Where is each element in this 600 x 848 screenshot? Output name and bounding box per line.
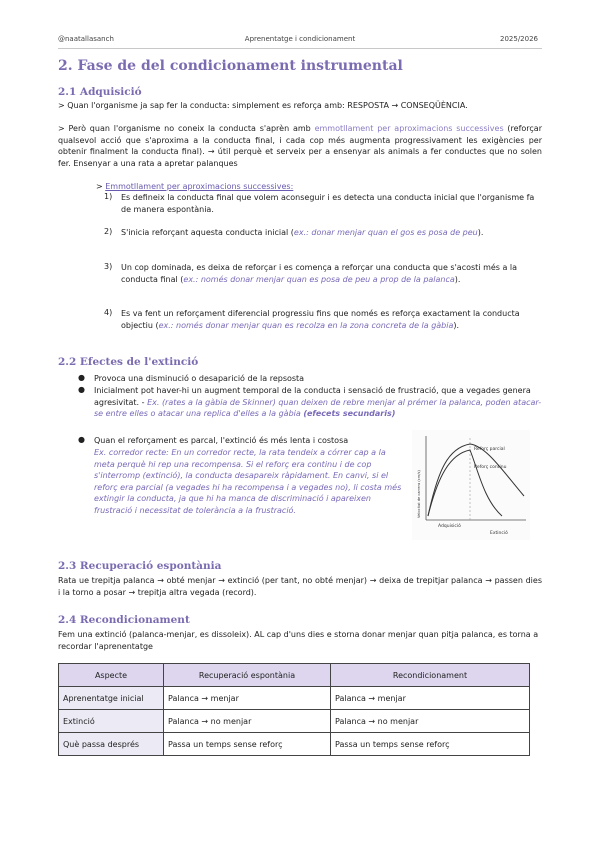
step-number: 3) bbox=[104, 262, 113, 271]
bullet-2 bbox=[94, 385, 542, 420]
step-1-body: Es defineix la conducta final que volem aconseguir i es detecta una conducta inicial que l'organisme fa de manera espontània. bbox=[121, 193, 535, 214]
bullet-3-example: Ex. corredor recte: En un corredor recte, la rata tendeix a córrer cap a la meta perquè hi rep una recompensa. Si el reforç era continu i de cop s'interromp (extinció), la conducta desapareix ràpidament. En canvi, si el reforç era parcial (a vegades hi ha recompensa i a vegades no), li costa més extingir la conducta, ja que hi ha manca de discriminació i apareixen frustració i necessitat de tolerància a la frustració. bbox=[94, 448, 402, 515]
header-title: Aprenentatge i condicionament bbox=[244, 35, 356, 43]
heading-recondicionament: 2.4 Recondicionament bbox=[58, 614, 190, 626]
graph-xlabel-left: Adquisició bbox=[438, 524, 461, 529]
table-cell: Aprenentatge inicial bbox=[59, 687, 164, 710]
table-cell: Passa un temps sense reforç bbox=[164, 733, 331, 756]
heading-recuperacio: 2.3 Recuperació espontània bbox=[58, 560, 222, 572]
bullet-2-example: Ex. (rates a la gàbia de Skinner) quan deixen de rebre menjar al prémer la palanca, poden atacar-se entre elles o atacar una replica d'elles a la gàbia bbox=[94, 397, 542, 418]
paragraph-adquisicio-2 bbox=[58, 123, 542, 169]
sub-title: Emmotllament per aproximacions successives: bbox=[105, 182, 294, 191]
header-year: 2025/2026 bbox=[500, 35, 538, 43]
graph-xlabel-right: Extinció bbox=[490, 531, 508, 536]
step-number: 4) bbox=[104, 308, 113, 317]
bullet-1: Provoca una disminució o desaparició de la repsosta bbox=[94, 374, 305, 383]
bullet-2-text: Inicialment pot haver-hi un augment temporal de la conducta i sensació de frustració, que a vegades genera agresivitat. - bbox=[94, 386, 531, 407]
step-4-body: Es va fent un reforçament diferencial progressiu fins que només es reforça exactament la conducta objectiu ( bbox=[121, 309, 520, 330]
extinction-graph bbox=[412, 430, 530, 540]
step-3-example: ex.: només donar menjar quan es posa de peu a prop de la palanca bbox=[183, 274, 455, 284]
paragraph-recondicionament: Fem una extinció (palanca-menjar, es dissoleix). AL cap d'uns dies e storna donar menjar quan pitja palanca, es torna a recordar l'aprenentatge bbox=[58, 630, 539, 651]
graph-label-continu: Reforç continu bbox=[474, 465, 507, 470]
step-4-end: ). bbox=[453, 320, 460, 330]
bullet-3: Quan el reforçament es parcal, l'extinció és més lenta i costosa bbox=[94, 436, 349, 445]
comparison-table bbox=[58, 663, 530, 756]
step-number: 1) bbox=[104, 192, 113, 201]
bullet-dot: ● bbox=[78, 385, 85, 394]
step-2-end: ). bbox=[477, 228, 484, 237]
table-cell: Palanca → no menjar bbox=[331, 710, 530, 733]
paragraph-recuperacio: Rata ue trepitja palanca → obté menjar → extinció (per tant, no obté menjar) → deixa de trepitjar palanca → passen dies i la torno a posar → trepitja altra vegada (record). bbox=[58, 576, 542, 597]
step-3-end: ). bbox=[454, 274, 461, 284]
table-header: Recuperació espontània bbox=[164, 664, 331, 687]
heading-efectes-extincio: 2.2 Efectes de l'extinció bbox=[58, 356, 199, 368]
table-header: Aspecte bbox=[59, 664, 164, 687]
step-4-text bbox=[121, 308, 542, 331]
paragraph-adquisicio-1: > Quan l'organisme ja sap fer la conducta: simplement es reforça amb: RESPOSTA → CONSEQÜÈNCIA. bbox=[58, 101, 468, 110]
table-row bbox=[59, 710, 530, 733]
table-cell: Palanca → no menjar bbox=[164, 710, 331, 733]
heading-adquisicio: 2.1 Adquisició bbox=[58, 86, 142, 98]
table-cell: Què passa després bbox=[59, 733, 164, 756]
table-header: Recondicionament bbox=[331, 664, 530, 687]
table-cell: Palanca → menjar bbox=[164, 687, 331, 710]
bullet-2-bold: (efecets secundaris) bbox=[303, 409, 396, 418]
table-header-row bbox=[59, 664, 530, 687]
table-cell: Passa un temps sense reforç bbox=[331, 733, 530, 756]
step-3-body: Un cop dominada, es deixa de reforçar i es comença a reforçar una conducta que s'acosti més a la conducta final ( bbox=[121, 263, 518, 284]
section-title: 2. Fase de del condicionament instrumental bbox=[58, 58, 403, 74]
graph-label-parcial: Reforç parcial bbox=[474, 447, 505, 452]
table-cell: Palanca → menjar bbox=[331, 687, 530, 710]
step-2-body: S'inicia reforçant aquesta conducta inicial ( bbox=[121, 228, 294, 237]
bullet-dot: ● bbox=[78, 435, 85, 444]
emmotllament-term: emmotllament per aproximacions successives bbox=[314, 124, 504, 133]
graph-ylabel: Velocitat de carrera (cm/s) bbox=[417, 470, 421, 518]
bullet-dot: ● bbox=[78, 373, 85, 382]
header-divider bbox=[58, 48, 542, 49]
step-2-example: ex.: donar menjar quan el gos es posa de peu bbox=[293, 228, 478, 237]
p2-text-b: (reforçar qualsevol acció que s'aproxima a la conducta final, i cada cop més augmenta progressivament les exigències per obtenir finalment la conducta final). → útil perquè et serveix per a ensenyar als animals a fer conductes que no solen fer. Ensenyar a una rata a apretar palanques bbox=[58, 124, 542, 168]
step-3-text bbox=[121, 262, 542, 285]
step-2-text bbox=[121, 227, 542, 239]
header-author: @naatallasanch bbox=[58, 35, 114, 43]
graph-background bbox=[412, 430, 530, 540]
table-row bbox=[59, 687, 530, 710]
sub-prefix: > bbox=[96, 182, 106, 191]
table-cell: Extinció bbox=[59, 710, 164, 733]
step-1-text bbox=[121, 192, 542, 215]
step-number: 2) bbox=[104, 227, 113, 236]
table-row bbox=[59, 733, 530, 756]
p2-text-a: > Però quan l'organisme no coneix la conducta s'aprèn amb bbox=[58, 124, 315, 133]
step-4-example: ex.: només donar menjar quan es recolza en la zona concreta de la gàbia bbox=[158, 320, 454, 330]
subheading-emmotllament bbox=[96, 181, 293, 193]
